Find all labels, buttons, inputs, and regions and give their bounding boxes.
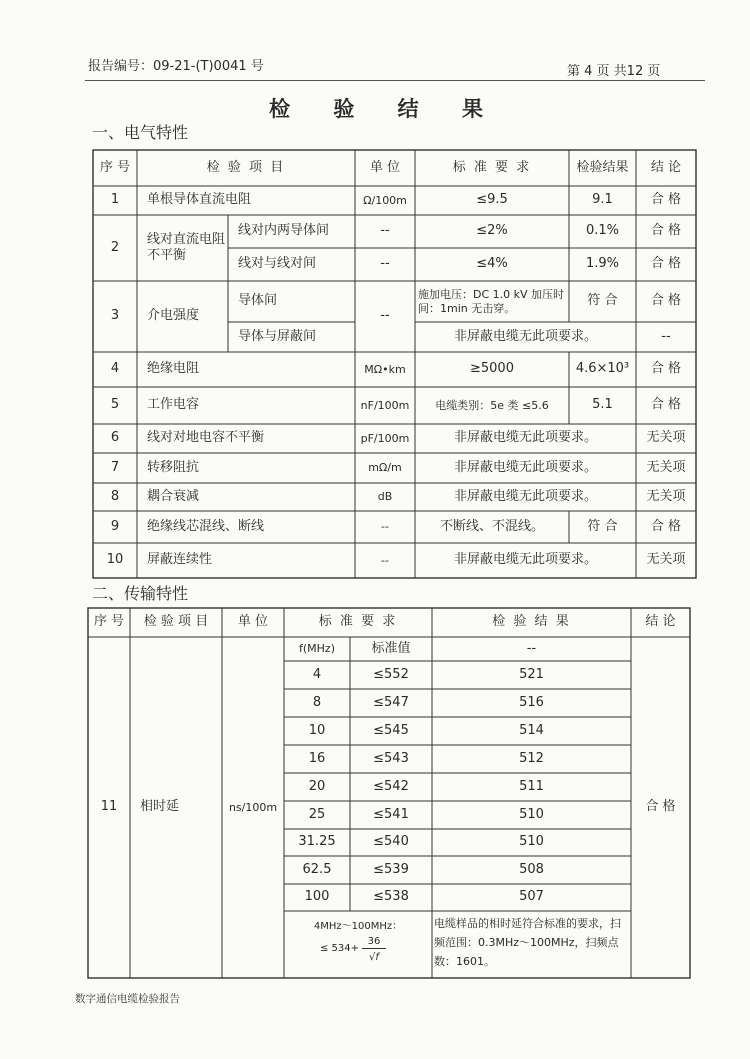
row2b-result: 1.9%: [585, 256, 620, 272]
row6-standard: 非屏蔽电缆无此项要求。: [453, 430, 597, 446]
t2-row-std: ≤543: [373, 750, 409, 766]
row9-no: 9: [110, 518, 120, 534]
t2-row-result: 508: [519, 861, 544, 877]
t2-row-std: ≤547: [373, 694, 409, 710]
row3a-subitem: 导体间: [238, 293, 278, 309]
row10-conclusion: 无关项: [646, 552, 686, 568]
row2a-standard: ≤2%: [476, 223, 508, 239]
row3-unit: --: [380, 308, 390, 324]
t2-unit: ns/100m: [228, 800, 278, 814]
t2-row-result: 512: [519, 750, 544, 766]
row10-item: 屏蔽连续性: [147, 552, 213, 568]
t2-header-conclusion: 结 论: [645, 614, 676, 630]
t2-header-no: 序 号: [93, 614, 125, 630]
t2-item: 相时延: [140, 799, 180, 815]
t2-result-header: --: [526, 640, 537, 656]
row10-no: 10: [106, 552, 124, 568]
t2-row-freq: 100: [304, 889, 330, 905]
row2b-conclusion: 合 格: [650, 256, 682, 272]
header-rule: [85, 80, 705, 81]
t2-header-unit: 单 位: [237, 614, 269, 630]
row9-conclusion: 合 格: [650, 518, 682, 534]
section-electrical-title: 一、电气特性: [92, 123, 189, 142]
row9-result: 符 合: [587, 518, 618, 534]
t2-conclusion: 合 格: [645, 799, 676, 815]
row7-no: 7: [110, 459, 120, 475]
t2-row-freq: 20: [308, 778, 326, 794]
t2-row-result: 514: [519, 722, 544, 738]
row7-conclusion: 无关项: [646, 459, 686, 475]
t2-note: 电缆样品的相时延符合标准的要求，扫频范围：0.3MHz～100MHz，扫频点数：1601。: [434, 917, 621, 968]
row8-unit: dB: [377, 490, 393, 504]
row3a-conclusion: 合 格: [650, 293, 682, 309]
row2a-subitem: 线对内两导体间: [238, 223, 330, 239]
row2a-unit: --: [380, 223, 390, 239]
row3a-result: 符 合: [587, 293, 618, 309]
t2-formula-range: 4MHz～100MHz：: [313, 921, 403, 932]
row9-unit: --: [381, 520, 389, 534]
page-title: 检 验 结 果: [269, 96, 501, 121]
t2-row-std: ≤542: [373, 778, 409, 794]
row5-no: 5: [110, 397, 120, 413]
row5-conclusion: 合 格: [650, 397, 682, 413]
col-header-item: 检 验 项 目: [206, 159, 286, 175]
row4-result: 4.6×10³: [575, 361, 630, 377]
row2b-unit: --: [380, 256, 390, 272]
footer-text: 数字通信电缆检验报告: [75, 993, 180, 1005]
t2-row-std: ≤538: [373, 889, 409, 905]
row4-standard: ≥5000: [470, 361, 514, 377]
row1-conclusion: 合 格: [650, 192, 682, 208]
t2-header-result: 检 验 结 果: [492, 614, 571, 630]
row9-standard: 不断线、不混线。: [439, 518, 544, 534]
row5-unit: nF/100m: [360, 398, 410, 412]
row3b-subitem: 导体与屏蔽间: [238, 328, 317, 344]
t2-formula-denominator: √f: [369, 952, 379, 963]
t2-formula-numerator: 36: [362, 935, 386, 949]
row8-item: 耦合衰减: [147, 488, 200, 504]
row6-no: 6: [110, 430, 120, 446]
t2-row-result: 510: [519, 806, 544, 822]
report-number: 报告编号：09-21-(T)0041 号: [88, 59, 264, 74]
row4-conclusion: 合 格: [650, 361, 682, 377]
row1-standard: ≤9.5: [476, 192, 508, 208]
t2-row-result: 521: [519, 666, 544, 682]
t2-row-std: ≤540: [373, 834, 409, 850]
row3a-standard: 施加电压：DC 1.0 kV 加压时间：1min 无击穿。: [418, 287, 565, 315]
col-header-standard: 标 准 要 求: [452, 159, 532, 175]
row4-no: 4: [110, 361, 120, 377]
row8-conclusion: 无关项: [646, 488, 686, 504]
row9-item: 绝缘线芯混线、断线: [147, 518, 265, 534]
t2-row-result: 516: [519, 694, 544, 710]
t2-row-std: ≤545: [373, 722, 409, 738]
row2-item: 线对直流电阻不平衡: [147, 231, 226, 263]
t2-row-result: 507: [519, 889, 544, 905]
col-header-no: 序 号: [99, 159, 131, 175]
col-header-unit: 单 位: [369, 159, 401, 175]
t2-row-freq: 31.25: [298, 834, 336, 850]
row5-standard: 电缆类别：5e 类 ≤5.6: [435, 398, 549, 412]
t2-row-freq: 16: [308, 750, 326, 766]
t2-row-result: 510: [519, 834, 544, 850]
row4-unit: MΩ•km: [364, 362, 406, 376]
row7-unit: mΩ/m: [368, 461, 402, 475]
t2-std-header: 标准值: [371, 640, 411, 656]
t2-formula: [284, 911, 432, 978]
row3b-standard: 非屏蔽电缆无此项要求。: [453, 328, 597, 344]
t2-row-freq: 62.5: [302, 861, 332, 877]
t2-row-result: 511: [519, 778, 544, 794]
t2-row-std: ≤539: [373, 861, 409, 877]
row8-standard: 非屏蔽电缆无此项要求。: [453, 488, 597, 504]
page-info: 第 4 页 共12 页: [567, 64, 661, 79]
row2a-result: 0.1%: [585, 223, 620, 239]
col-header-conclusion: 结 论: [650, 159, 682, 175]
row3b-conclusion: --: [661, 328, 671, 344]
row3-no: 3: [110, 308, 120, 324]
t2-row-freq: 10: [308, 722, 326, 738]
row2a-conclusion: 合 格: [650, 223, 682, 239]
t2-row-std: ≤552: [373, 666, 409, 682]
t2-formula-lead: ≤ 534+: [320, 943, 360, 954]
row8-no: 8: [110, 488, 120, 504]
col-header-result: 检验结果: [576, 159, 629, 175]
row3-item: 介电强度: [147, 308, 200, 324]
t2-row-freq: 25: [308, 806, 326, 822]
row2b-standard: ≤4%: [476, 256, 508, 272]
row1-item: 单根导体直流电阻: [147, 192, 252, 208]
row6-unit: pF/100m: [360, 431, 410, 445]
t2-freq-header: f(MHz): [299, 642, 335, 656]
row2b-subitem: 线对与线对间: [238, 256, 317, 272]
row7-item: 转移阻抗: [147, 459, 200, 475]
section-transmission-title: 二、传输特性: [92, 584, 189, 603]
row5-result: 5.1: [592, 397, 613, 413]
row4-item: 绝缘电阻: [147, 361, 200, 377]
t2-row-std: ≤541: [373, 806, 409, 822]
t2-header-standard: 标 准 要 求: [318, 614, 398, 630]
row1-result: 9.1: [592, 192, 613, 208]
row10-unit: --: [381, 553, 389, 567]
row6-conclusion: 无关项: [646, 430, 686, 446]
t2-no: 11: [100, 799, 118, 815]
row1-unit: Ω/100m: [363, 193, 407, 207]
row7-standard: 非屏蔽电缆无此项要求。: [453, 459, 597, 475]
row10-standard: 非屏蔽电缆无此项要求。: [453, 552, 597, 568]
row1-no: 1: [110, 192, 120, 208]
row6-item: 线对对地电容不平衡: [147, 430, 265, 446]
t2-row-freq: 8: [312, 694, 322, 710]
row5-item: 工作电容: [147, 397, 200, 413]
row2-no: 2: [110, 239, 120, 255]
t2-header-item: 检 验 项 目: [143, 614, 209, 630]
t2-row-freq: 4: [312, 666, 322, 682]
